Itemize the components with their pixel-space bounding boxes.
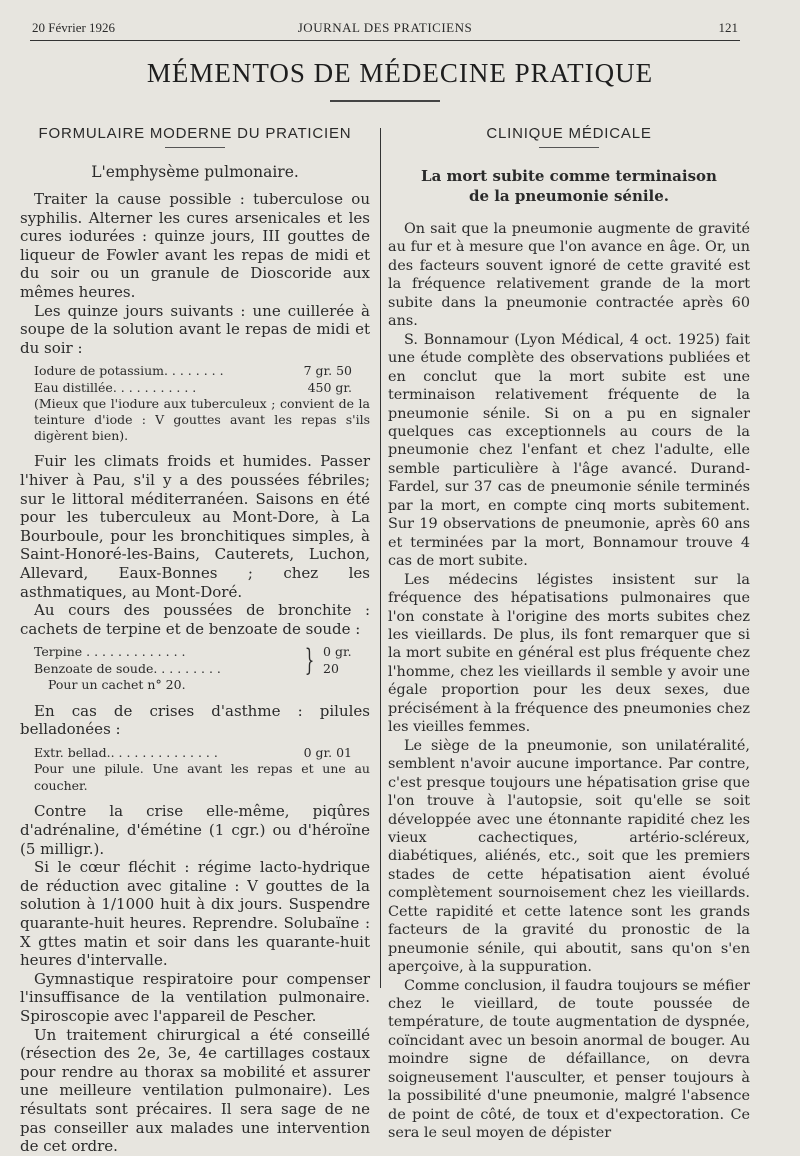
title-ornament (330, 100, 440, 102)
right-paragraph: S. Bonnamour (Lyon Médical, 4 oct. 1925) fait une étude complète des observations publiées et en conclut que la mort subite est une terminaison relativement fréquente de la pneumonie sénile. Si on a pu en signaler quelques cas exceptionnels au cours de la pneumonie chez l'enfant et chez l'adulte, elle semble particulière à l'âge avancé. Durand-Fardel, sur 37 cas de pneumonie sénile terminés par la mort, en compte cinq morts subitement. Sur 19 observations de pneumonie, après 60 ans et terminées par la mort, Bonnamour trouve 4 cas de mort subite. (388, 331, 750, 570)
running-header (32, 20, 738, 38)
prescription-group (20, 644, 370, 677)
prescription-line: Extr. bellad.. . . . . . . . . . . . . . 0 gr. 01 (34, 744, 352, 760)
left-paragraph: Au cours des poussées de bronchite : cachets de terpine et de benzoate de soude : (20, 601, 370, 638)
page-number: 121 (718, 20, 738, 35)
right-paragraph: Les médecins légistes insistent sur la fréquence des hépatisations pulmonaires que l'on constate à l'origine des morts subites chez les vieillards. De plus, ils font remarquer que si la mort subite en général est plus fréquente chez l'homme, chez les vieillards il semble y avoir une égale proportion pour les deux sexes, due précisément à la fréquence des pneumonies chez les vieilles femmes. (388, 571, 750, 736)
left-paragraph: Si le cœur fléchit : régime lacto-hydrique de réduction avec gitaline : V gouttes de la solution à 1/1000 huit à dix jours. Suspendre quarante-huit heures. Reprendre. Solubaïne : X gttes matin et soir dans les quarante-huit heures d'intervalle. (20, 858, 370, 970)
issue-date: 20 Février 1926 (32, 20, 116, 35)
prescription-note: (Mieux que l'iodure aux tuberculeux ; convient de la teinture d'iode : V gouttes avant les repas s'ils digèrent bien). (34, 396, 370, 444)
left-section-ornament (165, 147, 225, 148)
prescription-item: Benzoate de soude. . . . . . . . . (34, 660, 221, 676)
right-section-ornament (539, 147, 599, 148)
left-article-title: L'emphysème pulmonaire. (91, 163, 299, 181)
left-section-title: FORMULAIRE MODERNE DU PRATICIEN (38, 125, 352, 142)
left-paragraph: En cas de crises d'asthme : pilules belladonées : (20, 701, 370, 739)
prescription-dose: 0 gr. 20 (323, 644, 352, 676)
journal-name: JOURNAL DES PRATICIENS (297, 20, 473, 35)
prescription-item: Terpine . . . . . . . . . . . . . (34, 644, 186, 660)
prescription-note: Pour un cachet n° 20. (48, 677, 186, 693)
prescription-line: Eau distillée. . . . . . . . . . . 450 gr. (34, 379, 352, 395)
left-paragraph: Traiter la cause possible : tuberculose ou syphilis. Alterner les cures arsenicales et les cures iodurées : quinze jours, III gouttes de liqueur de Fowler avant les repas de midi et du soir ou un granule de Dioscoride aux mêmes heures. (20, 190, 370, 301)
left-paragraph: Fuir les climats froids et humides. Passer l'hiver à Pau, s'il y a des poussées fébriles; sur le littoral méditerranéen. Saisons en été pour les tuberculeux au Mont-Dore, à La Bourboule, pour les bronchitiques simples, à Saint-Honoré-les-Bains, Cauterets, Luchon, Allevard, Eaux-Bonnes ; chez les asthmatiques, au Mont-Doré. (20, 452, 370, 601)
right-column (388, 122, 750, 1143)
left-paragraph: Les quinze jours suivants : une cuillerée à soupe de la solution avant le repas de midi et du soir : (20, 301, 370, 357)
column-divider (380, 128, 381, 988)
left-paragraph: Un traitement chirurgical a été conseillé (résection des 2e, 3e, 4e cartillages costaux pour rendre au thorax sa mobilité et assurer une meilleure ventilation pulmonaire). Les résultats sont précaires. Il sera sage de ne pas conseiller aux malades une intervention de cet ordre. (20, 1025, 370, 1156)
right-paragraph: Le siège de la pneumonie, son unilatéralité, semblent n'avoir aucune importance. Par contre, c'est presque toujours une hépatisation grise que l'on trouve à l'autopsie, soit qu'elle se soit développée avec une étonnante rapidité chez les vieux cachectiques, artério-scléreux, diabétiques, aliénés, etc., soit que les premiers stades de cette hépatisation aient évolué complètement sournoisement chez les vieillards. Cette rapidité et cette latence sont les grands facteurs de la gravité du pronostic de la pneumonie sénile, qui aboutit, sans qu'on s'en aperçoive, à la suppuration. (388, 737, 750, 976)
right-article-title: La mort subite comme terminaison de la pneumonie sénile. (421, 167, 717, 205)
page-title: MÉMENTOS DE MÉDECINE PRATIQUE (146, 58, 654, 88)
left-paragraph: Gymnastique respiratoire pour compenser l'insuffisance de la ventilation pulmonaire. Spiroscopie avec l'appareil de Pescher. (20, 969, 370, 1025)
right-section-title: CLINIQUE MÉDICALE (486, 125, 652, 142)
right-paragraph: On sait que la pneumonie augmente de gravité au fur et à mesure que l'on avance en âge. Or, un des facteurs souvent ignoré de cette gravité est la fréquence relativement grande de la mort subite dans la pneumonie contractée après 60 ans. (388, 221, 750, 330)
right-paragraph: Comme conclusion, il faudra toujours se méfier chez le vieillard, de toute poussée de température, de toute augmentation de dyspnée, coïncidant avec un besoin anormal de bouger. Au moindre signe de défaillance, on devra soigneusement l'ausculter, et penser toujours à la possibilité d'une pneumonie, malgré l'absence de point de côté, de toux et d'expectoration. Ce sera le seul moyen de dépister (388, 977, 750, 1142)
left-column (20, 122, 370, 1156)
left-paragraph: Contre la crise elle-même, piqûres d'adrénaline, d'émétine (1 cgr.) ou d'héroïne (5 milligr.). (20, 802, 370, 858)
prescription-line: Iodure de potassium. . . . . . . . 7 gr. 50 (34, 363, 352, 379)
brace: } (304, 642, 315, 678)
prescription-note: Pour une pilule. Une avant les repas et une au coucher. (34, 761, 370, 793)
header-rule (30, 40, 740, 41)
